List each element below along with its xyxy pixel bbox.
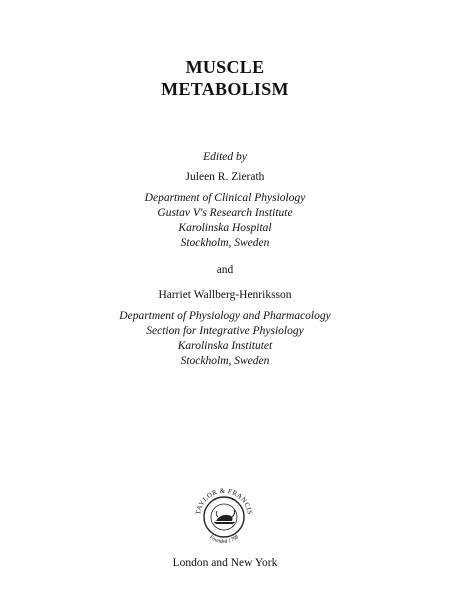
and-conjunction: and [216,264,234,276]
editor1-name: Juleen R. Zierath [185,171,265,183]
logo-top-text: TAYLOR & FRANCIS [194,486,254,516]
logo-bottom-text: Founded 1798 [208,534,240,546]
editor1-affiliation-line: Department of Clinical Physiology [144,192,306,204]
editor2-affiliation-line: Department of Physiology and Pharmacology [119,310,331,322]
editor2-name: Harriet Wallberg-Henriksson [158,289,292,301]
editor1-affiliation-line: Karolinska Hospital [178,222,272,234]
editor1-affiliation-line: Stockholm, Sweden [180,237,270,249]
svg-text:TAYLOR & FRANCIS [194,487,254,515]
editor1-affiliation-line: Gustav V's Research Institute [157,207,293,219]
book-title-line-2: METABOLISM [161,79,289,99]
svg-text:Founded 1798 [207,534,240,545]
publisher-location: London and New York [172,557,278,569]
editor2-affiliation-line: Stockholm, Sweden [180,355,270,367]
publisher-logo [188,477,260,549]
book-title-line-1: MUSCLE [185,57,265,77]
editor2-affiliation-line: Karolinska Institutet [177,340,273,352]
editor2-affiliation-line: Section for Integrative Physiology [146,325,304,337]
lamp-icon [214,510,235,524]
edited-by-label: Edited by [203,151,247,163]
